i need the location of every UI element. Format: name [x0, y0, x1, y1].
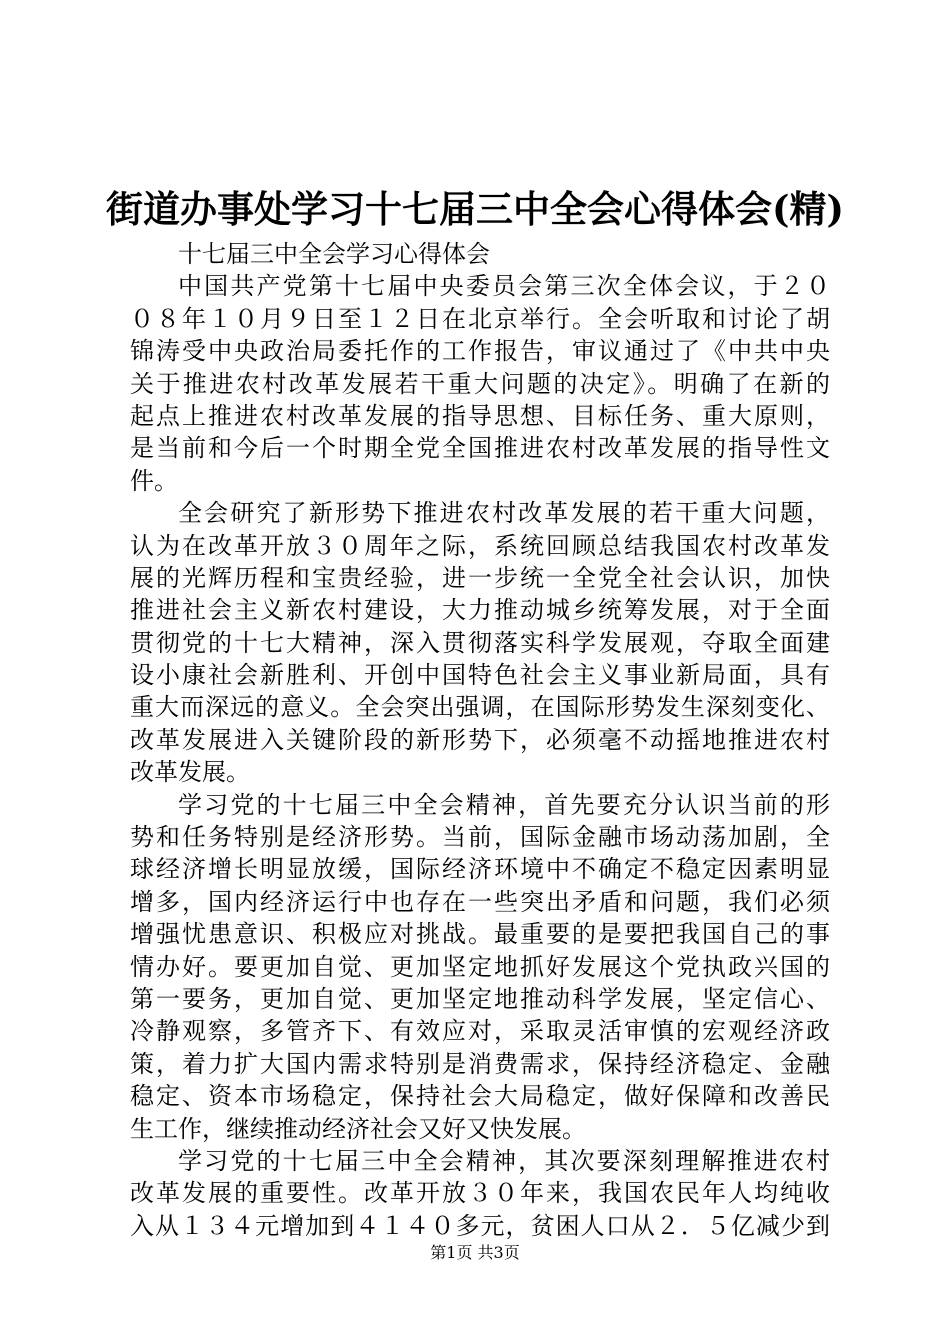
text-line: 设小康社会新胜利、开创中国特色社会主义事业新局面，具有 — [130, 661, 830, 690]
text-line: 改革发展的重要性。改革开放３０年来，我国农民年人均纯收 — [130, 1179, 830, 1208]
text-line: 策，着力扩大国内需求特别是消费需求，保持经济稳定、金融 — [130, 1049, 830, 1078]
text-line: 中国共产党第十七届中央委员会第三次全体会议，于２０ — [178, 272, 830, 301]
text-line: 认为在改革开放３０周年之际，系统回顾总结我国农村改革发 — [130, 531, 830, 560]
text-line: 势和任务特别是经济形势。当前，国际金融市场动荡加剧，全 — [130, 823, 830, 852]
text-line: 第一要务，更加自觉、更加坚定地推动科学发展，坚定信心、 — [130, 984, 830, 1013]
text-line: 锦涛受中央政治局委托作的工作报告，审议通过了《中共中央 — [130, 337, 830, 366]
text-line: 生工作，继续推动经济社会又好又快发展。 — [130, 1114, 586, 1143]
text-line: 关于推进农村改革发展若干重大问题的决定》。明确了在新的 — [130, 369, 830, 398]
text-line: 改革发展。 — [130, 758, 250, 787]
text-line: 入从１３４元增加到４１４０多元，贫困人口从２．５亿减少到 — [130, 1211, 830, 1240]
text-line: 推进社会主义新农村建设，大力推动城乡统筹发展，对于全面 — [130, 596, 830, 625]
text-line: ０８年１０月９日至１２日在北京举行。全会听取和讨论了胡 — [130, 304, 830, 333]
text-line: 贯彻党的十七大精神，深入贯彻落实科学发展观，夺取全面建 — [130, 628, 830, 657]
page-footer: 第1页 共3页 — [430, 1243, 520, 1262]
text-line: 是当前和今后一个时期全党全国推进农村改革发展的指导性文 — [130, 434, 830, 463]
text-line: 展的光辉历程和宝贵经验，进一步统一全党全社会认识，加快 — [130, 563, 830, 592]
text-line: 稳定、资本市场稳定，保持社会大局稳定，做好保障和改善民 — [130, 1082, 830, 1111]
document-title: 街道办事处学习十七届三中全会心得体会(精) — [105, 187, 844, 231]
text-line: 学习党的十七届三中全会精神，其次要深刻理解推进农村 — [178, 1146, 830, 1175]
document-body — [130, 238, 830, 1242]
text-line: 改革发展进入关键阶段的新形势下，必须毫不动摇地推进农村 — [130, 725, 830, 754]
text-line: 十七届三中全会学习心得体会 — [178, 240, 490, 268]
text-line: 学习党的十七届三中全会精神，首先要充分认识当前的形 — [178, 790, 830, 819]
text-line: 增强忧患意识、积极应对挑战。最重要的是要把我国自己的事 — [130, 920, 830, 949]
text-line: 起点上推进农村改革发展的指导思想、目标任务、重大原则， — [130, 401, 830, 430]
text-line: 增多，国内经济运行中也存在一些突出矛盾和问题，我们必须 — [130, 887, 830, 916]
text-line: 冷静观察，多管齐下、有效应对，采取灵活审慎的宏观经济政 — [130, 1017, 830, 1046]
text-line: 重大而深远的意义。全会突出强调，在国际形势发生深刻变化、 — [130, 693, 830, 722]
text-line: 情办好。要更加自觉、更加坚定地抓好发展这个党执政兴国的 — [130, 952, 830, 981]
text-line: 件。 — [130, 466, 178, 495]
text-line: 球经济增长明显放缓，国际经济环境中不确定不稳定因素明显 — [130, 855, 830, 884]
text-line: 全会研究了新形势下推进农村改革发展的若干重大问题， — [178, 499, 830, 528]
